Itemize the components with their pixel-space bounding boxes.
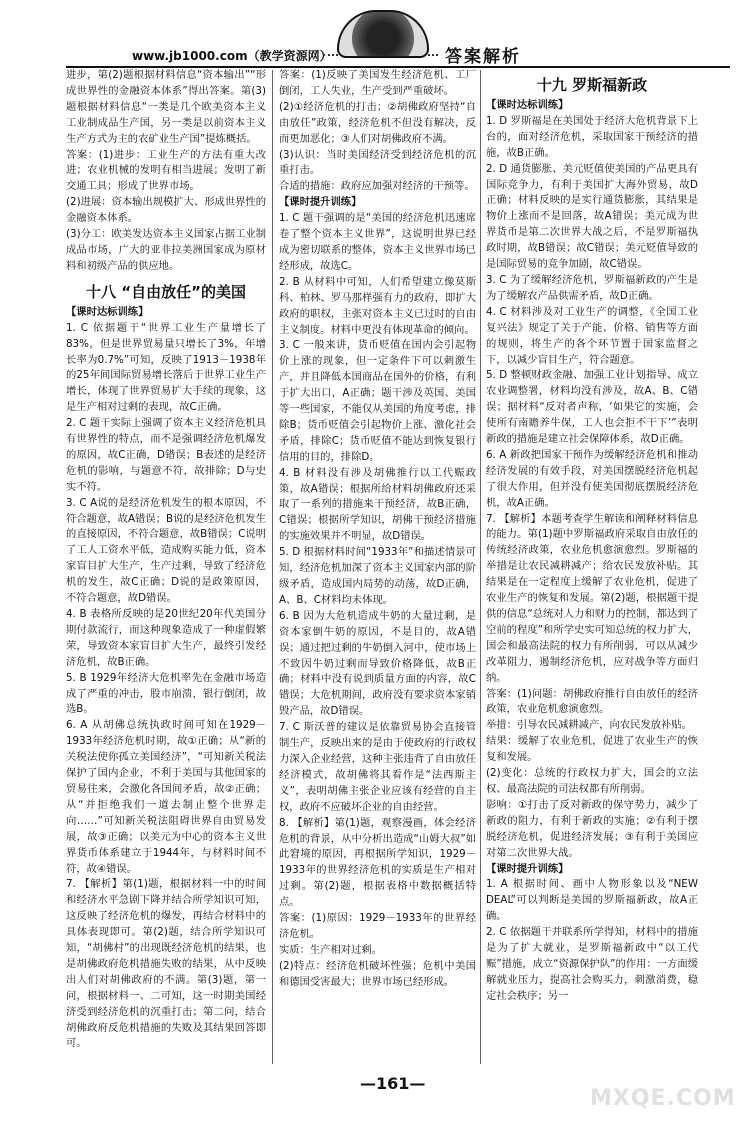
- publisher-logo-icon: [337, 10, 429, 58]
- column-left: [66, 68, 266, 1052]
- question-answer: 8. 【解析】第(1)题，观察漫画，体会经济危机的背景，从中分析出造成“山姆大叔”如此窘境的原因，再根据所学知识，1929－1933年的世界经济危机的实质是生产相对过剩。第(2)题，根据表格中数据概括特点。: [279, 816, 476, 909]
- question-answer: 3. C 为了缓解经济危机，罗斯福新政的产生是为了缓解农产品供需矛盾，故D正确。: [486, 273, 698, 302]
- paragraph: (3)认识：当时美国经济受到经济危机的沉重打击。: [279, 148, 476, 177]
- drill-label: 【课时提升训练】: [486, 862, 569, 875]
- drill-label: 【课时达标训练】: [486, 99, 569, 111]
- section-title-18: 十八 “自由放任”的美国: [86, 282, 246, 301]
- column-divider: [480, 70, 481, 1064]
- question-answer: 2. B 从材料中可知，人们希望建立像莫斯科、柏林、罗马那样强有力的政府，即扩大政府的职权，主张对资本主义已过时的自由主义制度。材料中更没有体现革命的倾向。: [279, 275, 476, 336]
- question-answer: 2. C 依据题干并联系所学得知，材料中的措施是为了扩大就业，是罗斯福新政中“以工代赈”措施，成立“资源保护队”的作用：一方面缓解就业压力，提高社会购买力，刺激消费，稳定社会秩序；另一: [486, 926, 698, 1002]
- column-right: [486, 68, 698, 1005]
- paragraph: 合适的措施：政府应加强对经济的干预等。: [279, 180, 475, 193]
- question-answer: 6. B 因为大危机造成牛奶的大量过剩，是资本家倒牛奶的原因，不是目的，故A错误；通过把过剩的牛奶倒入河中，使市场上不致因牛奶过剩而导致价格降低，故B正确；材料中没有说到质量方面的内容，故C错误；大危机期间，政府没有要求资本家销毁产品，故D错误。: [279, 609, 476, 718]
- paragraph: (2)进展：资本输出规模扩大、形成世界性的金融资本体系。: [66, 196, 266, 225]
- question-answer: 3. C 一般来讲，货币贬值在国内会引起物价上涨的现象，但一定条件下可以刺激生产，并且降低本国商品在国外的价格，有利于扩大出口，A正确；题干涉及英国、美国等一些国家，不能仅从美国的角度考虑，排除B；货币贬值会引起物价上涨、激化社会矛盾，排除C；货币贬值不能达到恢复银行信用的目的，排除D。: [279, 339, 476, 463]
- page-number: —161—: [360, 1074, 426, 1093]
- question-answer: 2. D 通货膨胀、美元贬值使美国的产品更具有国际竞争力，有利于美国扩大海外贸易，故D正确；材料反映的是实行通货膨胀，其结果是物价上涨而不是回落，故A错误；美元成为世界货币是第二次世界大战之后，不是罗斯福执政时期，故B错误；故C错误；美元贬值导致的是国际贸易的竞争加剧，故C错误。: [486, 162, 698, 271]
- answer-paragraph: 答案：(1)原因：1929－1933年的世界经济危机。: [279, 912, 476, 940]
- question-answer: 4. B 表格所反映的是20世纪20年代美国分期付款流行，而这种现象造成了一种虚假繁荣，导致资本家盲目扩大生产，最终引发经济危机，故B正确。: [66, 608, 266, 668]
- question-answer: 6. A 从胡佛总统执政时间可知在1929－1933年经济危机时期，故①正确；从“新的关税法使你孤立美国经济”，“可知新关税法保护了国内企业，不利于美国与其他国家的贸易往来，会激化各国间矛盾，故②正确；从“并拒绝我们一道去制止整个世界走向……”可知新关税法阻碍世界自由贸易发展，故③正确；以美元为中心的资本主义世界货币体系建立于1944年，与材料时间不符，故④错误。: [66, 719, 266, 875]
- paragraph: 结果：缓解了农业危机，促进了农业生产的恢复和发展。: [486, 735, 698, 764]
- paragraph: (2)①经济危机的打击；②胡佛政府坚持“自由放任”政策，经济危机不但没有解决，反而更加恶化；③人们对胡佛政府不满。: [279, 100, 476, 145]
- question-answer: 4. B 材料没有涉及胡佛推行以工代赈政策，故A错误；根据所给材料胡佛政府还采取了一系列的措施来干预经济，故B正确，C错误；根据所学知识，胡佛干预经济措施的实施效果并不明显，故D错误。: [279, 466, 476, 543]
- question-answer: 3. C A说的是经济危机发生的根本原因，不符合题意，故A错误；B说的是经济危机发生的直接原因，不符合题意，故B错误；C说明了工人工资水平低，造成购买能力低，资本家盲目扩大生产，生产过剩，导致了经济危机的发生，故C正确；D说的是政策原因，不符合题意，故D错误。: [66, 496, 266, 605]
- question-answer: 7. 【解析】本题考查学生解读和阐释材料信息的能力。第(1)题中罗斯福政府采取自由放任的传统经济政策，农业危机愈演愈烈。罗斯福的举措是让农民减耕减产；给农民发放补贴。其结果是在一定程度上缓解了农业危机，促进了农业生产的恢复和发展。第(2)题，根据题干提供的信息“总统对人力和财力的控制，都达到了空前的程度”和所学史实可知总统的权力扩大，国会和最高法院的权力有所削弱，可以从减少改革阻力，遏制经济危机，应对战争等方面归纳。: [486, 512, 698, 684]
- drill-label: 【课时达标训练】: [66, 305, 149, 318]
- section-tag: 答案解析: [445, 47, 521, 67]
- question-answer: 7. 【解析】第(1)题，根据材料一中的时间和经济水平急剧下降并结合所学知识可知，这反映了经济危机的爆发，再结合材料中的具体表现即可。第(2)题，结合所学知识可知，“胡佛村”的出现既经济危机的结果，也是胡佛政府危机措施失败的结果，从中反映出人们对胡佛政府的不满。第(3)题，第一问，根据材料一、二可知，这一时期美国经济受到经济危机的沉重打击；第二问，结合胡佛政府反危机措施的失败及其结果回答即可。: [66, 878, 266, 1050]
- paragraph: 实质：生产相对过剩。: [279, 943, 382, 956]
- site-url: www.jb1000.com（教学资源网）: [132, 49, 332, 63]
- paragraph: (2)变化：总统的行政权力扩大，国会的立法权、最高法院的司法权都有所削弱。: [486, 767, 698, 795]
- question-answer: 1. A 根据时间、画中人物形象以及“NEW DEAL”可以判断是美国的罗斯福新政，故A正确。: [486, 878, 698, 923]
- paragraph: (3)分工：欧美发达资本主义国家占据工业制成品市场，广大的亚非拉美洲国家成为原材料和初级产品的供应地。: [66, 228, 266, 272]
- column-middle: [279, 68, 476, 991]
- watermark: MXQE.COM: [590, 1086, 736, 1111]
- question-answer: 4. C 材料涉及对工业生产的调整，《全国工业复兴法》规定了关于产能、价格、销售等方面的规则，将生产的各个环节置于国家监督之下，以减少盲目生产，符合题意。: [486, 305, 698, 366]
- question-answer: 5. D 整顿财政金融、加强工业计划指导、成立农业调整署，材料均没有涉及，故A、B、C错误；据材料“反对者声称，‘如果它的实施，会使所有南瞻养牛保，工人也会拒不干下’”表明新政的措施是建立社会保障体系，故D正确。: [486, 369, 698, 446]
- question-answer: 1. C 题干强调的是“美国的经济危机迅速席卷了整个资本主义世界”，这说明世界已经成为密切联系的整体，资本主义世界市场已经形成，故选C。: [279, 212, 476, 272]
- column-divider: [272, 70, 273, 1064]
- question-answer: 5. B 1929年经济大危机率先在金融市场造成了严重的冲击，股市崩溃，银行倒闭，故选B。: [66, 671, 266, 716]
- paragraph: 影响：①打击了反对新政的保守势力，减少了新政的阻力，有利于新政的实施；②有利于摆脱经济危机，促进经济发展；③有利于美国应对第二次世界大战。: [486, 798, 698, 859]
- question-answer: 7. C 斯沃普的建议是依靠贸易协会直接管制生产，反映出来的是由于使政府的行政权力深入企业经营，这种主张违背了自由放任经济模式，故胡佛将其看作是“法西斯主义”，表明胡佛主张企业应该有经营的自主权，政府不应破坏企业的自由经营。: [279, 721, 476, 813]
- answer-paragraph: 答案：(1)进步：工业生产的方法有重大改进；农业机械的发明有相当进展；发明了新交通工具；形成了世界市场。: [66, 148, 266, 193]
- paragraph: 举措：引导农民减耕减产，向农民发放补贴。: [486, 719, 692, 732]
- section-title-19: 十九 罗斯福新政: [536, 76, 648, 94]
- answer-paragraph: 答案：(1)反映了美国发生经济危机、工厂倒闭，工人失业，生产受到严重破坏。: [279, 69, 476, 97]
- drill-label: 【课时提升训练】: [279, 196, 362, 209]
- question-answer: 1. D 罗斯福是在美国处于经济大危机背景下上台的，面对经济危机，采取国家干预经济的措施，故B正确。: [486, 114, 698, 159]
- question-answer: 5. D 根据材料时间“1933年”和描述情景可知，经济危机加深了资本主义国家内部的阶级矛盾，造成国内局势的动荡，故D正确，A、B、C材料均未体现。: [279, 546, 476, 606]
- question-answer: 1. C 依据题干“世界工业生产量增长了83%，但是世界贸易量只增长了3%，年增长率为0.7%”可知，反映了1913－1938年的25年间国际贸易增长落后于世界工业生产增长，体现了世界贸易扩大手续的现象，这是生产相对过剩的表现，故C正确。: [66, 321, 266, 414]
- answer-paragraph: 答案：(1)问题：胡佛政府推行自由放任的经济政策，农业危机愈演愈烈。: [486, 687, 698, 716]
- page-header: [0, 0, 750, 70]
- question-answer: 2. C 题干实际上强调了资本主义经济危机具有世界性的特点，而不是强调经济危机爆发的原因，故C正确，D错误；B表述的是经济危机的影响，与题意不符，故排除；D与史实不符。: [66, 417, 266, 493]
- paragraph: 进步，第(2)题根据材料信息“资本输出”“形成世界性的金融资本体系”得出答案。第(3)题根据材料信息“一类是几个欧美资本主义工业制成品生产国，另一类是以前资本主义生产方式为主的农矿业生产国”提炼概括。: [66, 69, 266, 145]
- paragraph: (2)特点：经济危机破坏性强；危机中美国和德国受害最大；世界市场已经形成。: [279, 959, 476, 988]
- question-answer: 6. A 新政把国家干预作为缓解经济危机和推动经济发展的有效手段，对美国摆脱经济危机起了很大作用，但并没有使美国彻底摆脱经济危机，故A正确。: [486, 448, 698, 509]
